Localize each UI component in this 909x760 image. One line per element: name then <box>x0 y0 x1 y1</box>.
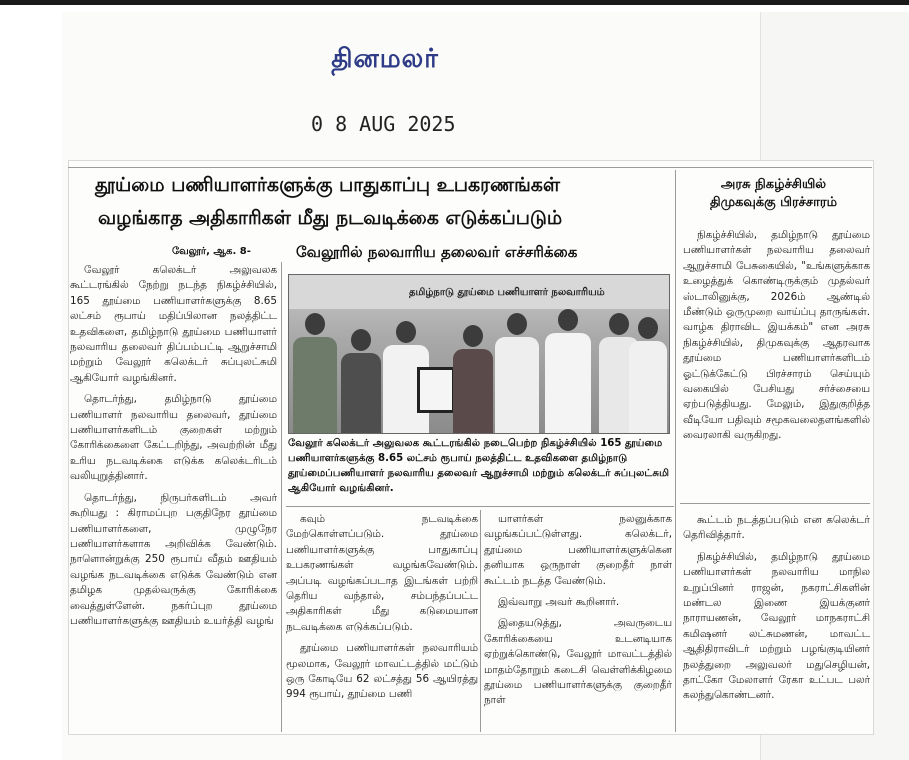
photo-caption: வேலூர் கலெக்டர் அலுவலக கூட்டரங்கில் நடைபெற்ற நிகழ்ச்சியில் 165 தூய்மை பணியாளர்களுக்கு 8.65 லட்சம் ரூபாய் நலத்திட்ட உதவிகளை தமிழ்நாடு தூய்மைப்பணியாளர் நலவாரிய தலைவர் ஆறுச்சாமி மற்றும் கலெக்டர் சுப்புலட்சுமி ஆகியோர் வழங்கினர். <box>288 438 670 494</box>
event-banner-text: தமிழ்நாடு தூய்மை பணியாளர் நலவாரியம் <box>409 287 605 298</box>
paragraph: யாளர்கள் நலனுக்காக வழங்கப்பட்டுள்ளது. கலெக்டர், தூய்மை பணியாளர்களுக்கென தனியாக ஒருநாள் குறைதீர் நாள் கூட்டம் நடத்த வேண்டும். <box>484 513 672 587</box>
person <box>545 309 591 433</box>
certificate-frame <box>417 367 455 413</box>
headline-line-1: தூய்மை பணியாளர்களுக்கு பாதுகாப்பு உபகரணங்கள் <box>95 174 561 196</box>
column-rule <box>480 510 481 732</box>
sidebar-headline-line-1: அரசு நிகழ்ச்சியில் <box>720 177 827 192</box>
paragraph: கூட்டம் நடத்தப்படும் என கலெக்டர் தெரிவித்தார். <box>683 514 870 542</box>
paragraph: தூய்மை பணியாளர்கள் நலவாரியம் மூலமாக, வேலூர் மாவட்டத்தில் மட்டும் ஒரு கோடியே 62 லட்சத்து 56 ஆயிரத்து 994 ரூபாய், தூய்மை பணி <box>286 642 478 701</box>
headline-line-2: வழங்காத அதிகாரிகள் மீது நடவடிக்கை எடுக்கப்படும் <box>98 207 563 229</box>
top-rule <box>68 167 872 168</box>
sidebar-column-top <box>683 228 870 496</box>
event-photo <box>288 274 670 434</box>
paragraph: தொடர்ந்து, தமிழ்நாடு தூய்மை பணியாளர் நலவாரிய தலைவர், தூய்மை பணியாளர்களிடம் குறைகள் மற்றும் கோரிக்கைளை கேட்டறிந்து, அவற்றின் மீது உரிய நடவடிக்கை எடுக்க கலெக்டரிடம் வலியுறுத்தினார். <box>70 393 277 483</box>
column-rule <box>675 170 676 732</box>
sidebar-column-bottom <box>683 513 870 731</box>
paragraph: இவ்வாறு அவர் கூறினார். <box>498 596 620 609</box>
date-stamp: 0 8 AUG 2025 <box>311 112 456 136</box>
top-edge-bar <box>0 0 909 5</box>
paragraph: நிகழ்ச்சியில், தமிழ்நாடு தூய்மை பணியாளர்கள் நலவாரிய தலைவர் ஆறுச்சாமி பேசுகையில், "உங்களுக்காக உழைத்துக் கொண்டிருக்கும் முதல்வர் ஸ்டாலினுக்கு, 2026ம் ஆண்டில் மீண்டும் ஒருமுறை வாய்ப்பு தாருங்கள். வாழ்க திராவிட இயக்கம்" என அரசு நிகழ்ச்சியில், திமுகவுக்கு ஆதரவாக தூய்மை பணியாளர்களிடம் ஓட்டுக்கேட்டு பிரச்சாரம் செய்யும் வகையில் பேசியது சர்ச்சையை ஏற்படுத்தியது. மேலும், இதுகுறித்த வீடியோ பதிவும் சமூகவலைதளங்களில் வைரலாகி வருகிறது. <box>683 229 870 442</box>
paragraph: நிகழ்ச்சியில், தமிழ்நாடு தூய்மை பணியாளர்கள் நலவாரிய மாநில உறுப்பினர் ராஜன், நகராட்சிகளின் மண்டல இணை இயக்குனர் நாராயணன், வேலூர் மாநகராட்சி கமிஷனர் லட்சுமணன், மாவட்ட ஆதிதிராவிடர் மற்றும் பழங்குடியினர் நலத்துறை அலுவலர் மதுசெழியன், தாட்கோ மேலாளர் ரேகா உட்பட பலர் கலந்துகொண்டனர். <box>683 550 870 702</box>
article-column-3 <box>484 512 672 732</box>
dateline: வேலூர், ஆக. 8- <box>172 246 251 257</box>
sidebar-headline-line-2: திமுகவுக்கு பிரச்சாரம் <box>709 195 838 210</box>
caption-rule <box>286 506 674 507</box>
paragraph: கவும் நடவடிக்கை மேற்கொள்ளப்படும். தூய்மை பணியாளர்களுக்கு பாதுகாப்பு உபகரணங்கள் வழங்கவேண்டும். அப்படி வழங்கப்படாத இடங்கள் பற்றி தெரிய வந்தால், சம்பந்தப்பட்ட அதிகாரிகள் மீது கடுமையான நடவடிக்கை எடுக்கப்படும். <box>286 513 478 633</box>
paragraph: இதையடுத்து, அவருடைய கோரிக்கையை உடனடியாக ஏற்றுக்கொண்டு, வேலூர் மாவட்டத்தில் மாதம்தோறும் கடைசி வெள்ளிக்கிழமை தூய்மை பணியாளர்களுக்கு குறைதீர் நாள் <box>484 617 672 707</box>
paragraph: வேலூர் கலெக்டர் அலுவலக கூட்டரங்கில் நேற்று நடந்த நிகழ்ச்சியில், 165 தூய்மை பணியாளர்களுக்கு 8.65 லட்சம் ரூபாய் மதிப்பிலான நலத்திட்ட உதவிகளை, தமிழ்நாடு தூய்மை பணியாளர் நலவாரிய தலைவர் திப்பம்பட்டி ஆறுச்சாமி மற்றும் வேலூர் கலெக்டர் சுப்புலட்சுமி ஆகியோர் வழங்கினர். <box>70 264 277 384</box>
article-column-2 <box>286 512 478 732</box>
sidebar-rule <box>680 503 870 504</box>
column-rule <box>281 262 282 732</box>
person <box>629 317 667 433</box>
person <box>341 329 381 433</box>
subheadline: வேலூரில் நலவாரிய தலைவர் எச்சரிக்கை <box>296 243 578 261</box>
paragraph: தொடர்ந்து, நிருபர்களிடம் அவர் கூறியது : கிராமப்புற பகுதிநேர தூய்மை பணியாளர்களை, முழுநேர பணியாளர்களாக அறிவிக்க வேண்டும். நாளொன்றுக்கு 250 ரூபாய் வீதம் ஊதியம் வழங்க நடவடிக்கை எடுக்க வேண்டும் என தமிழக முதல்வருக்கு கோரிக்கை வைத்துள்ளேன். நகர்ப்புற தூய்மை பணியாளர்களுக்கு ஊதியம் உயர்த்தி வழங் <box>70 491 277 627</box>
person <box>453 325 493 433</box>
person <box>293 313 337 433</box>
person <box>495 313 539 433</box>
article-column-1 <box>70 263 277 731</box>
sidebar-headline <box>676 176 871 212</box>
newspaper-masthead: தினமலர் <box>331 44 439 74</box>
